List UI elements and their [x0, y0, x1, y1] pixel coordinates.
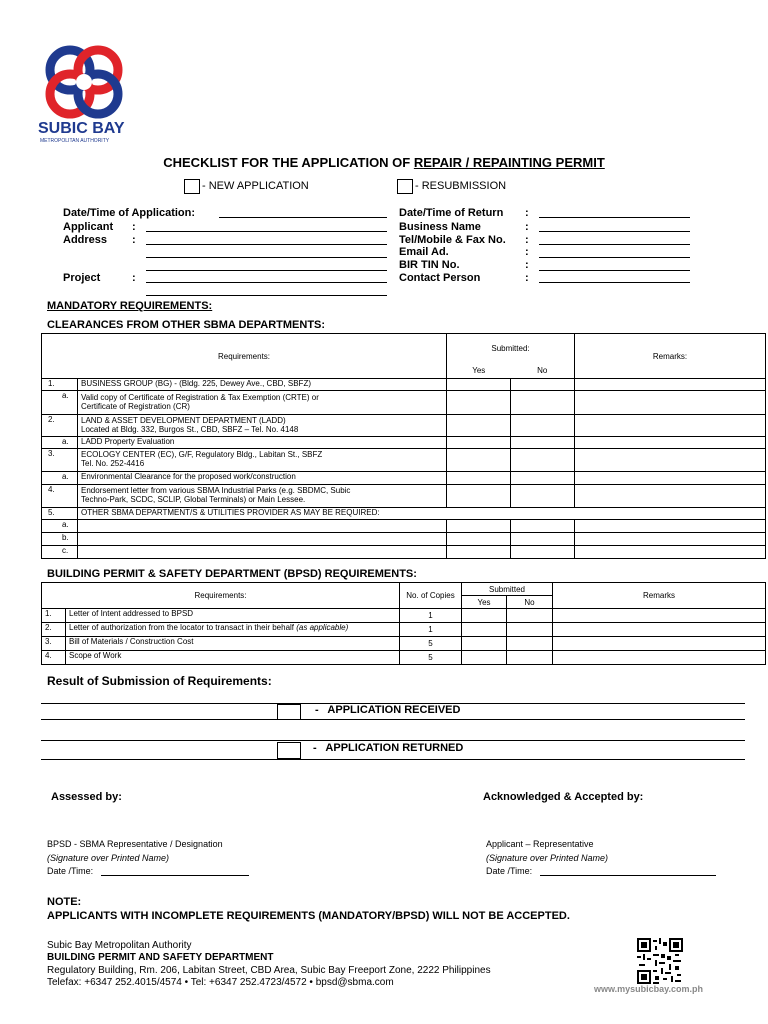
row-text-line: Valid copy of Certificate of Registration & Tax Exemption (CRTE) or: [81, 393, 319, 402]
acknowledged-by-label: Acknowledged & Accepted by:: [483, 791, 644, 803]
footer-dept: BUILDING PERMIT AND SAFETY DEPARTMENT: [47, 952, 274, 963]
project-field-line-2[interactable]: [146, 295, 387, 296]
table-row: [42, 379, 766, 391]
remarks-cell[interactable]: [553, 609, 766, 623]
remarks-cell[interactable]: [575, 520, 766, 533]
yes-cell[interactable]: [447, 546, 511, 559]
no-cell[interactable]: [511, 437, 575, 449]
left-signature-note: (Signature over Printed Name): [47, 853, 170, 863]
business-name-label: Business Name: [399, 221, 481, 233]
address-colon: :: [132, 234, 136, 246]
business-name-field[interactable]: [539, 231, 690, 232]
yes-cell[interactable]: [462, 651, 507, 665]
row-num: 5.: [42, 508, 78, 520]
project-label: Project: [63, 272, 101, 284]
project-field-line-1[interactable]: [146, 282, 387, 283]
remarks-cell[interactable]: [575, 533, 766, 546]
row-text: Environmental Clearance for the proposed work/construction: [78, 472, 447, 485]
table-row: [42, 472, 766, 485]
resubmission-checkbox[interactable]: [397, 179, 413, 194]
table-row: [42, 437, 766, 449]
new-application-label: - NEW APPLICATION: [202, 180, 309, 192]
no-cell[interactable]: [507, 651, 553, 665]
no-cell[interactable]: [507, 609, 553, 623]
table-row: [42, 609, 766, 623]
row-text: OTHER SBMA DEPARTMENT/S & UTILITIES PROVIDER AS MAY BE REQUIRED:: [78, 508, 766, 520]
result-divider-4: [41, 759, 745, 760]
tin-colon: :: [525, 259, 529, 271]
logo-text: SUBIC BAY: [38, 120, 125, 137]
footer-contact: Telefax: +6347 252.4015/4574 • Tel: +6347 252.4723/4572 • bpsd@sbma.com: [47, 977, 394, 988]
left-date-field[interactable]: [101, 875, 249, 876]
address-field-line-1[interactable]: [146, 244, 387, 245]
col-remarks: Remarks:: [575, 334, 766, 379]
yes-cell[interactable]: [447, 485, 511, 508]
no-cell[interactable]: [511, 546, 575, 559]
remarks-cell[interactable]: [575, 415, 766, 437]
copies-cell: 5: [400, 637, 462, 651]
bpsd-col-copies: No. of Copies: [400, 583, 462, 609]
footer-org: Subic Bay Metropolitan Authority: [47, 940, 192, 951]
yes-cell[interactable]: [447, 449, 511, 472]
applicant-colon: :: [132, 221, 136, 233]
col-requirements: Requirements:: [42, 334, 447, 379]
row-text: LADD Property Evaluation: [78, 437, 447, 449]
remarks-cell[interactable]: [575, 546, 766, 559]
yes-cell[interactable]: [447, 379, 511, 391]
copies-cell: 1: [400, 609, 462, 623]
row-text: [78, 485, 447, 508]
application-returned-label: - APPLICATION RETURNED: [313, 742, 464, 754]
email-field[interactable]: [539, 257, 690, 258]
table-row: [42, 533, 766, 546]
clearances-heading: CLEARANCES FROM OTHER SBMA DEPARTMENTS:: [47, 319, 326, 331]
copies-cell: 5: [400, 651, 462, 665]
right-date-label: Date /Time:: [486, 866, 533, 876]
table-row: [42, 449, 766, 472]
bpsd-col-requirements: Requirements:: [42, 583, 400, 609]
table-row: [42, 485, 766, 508]
remarks-cell[interactable]: [575, 391, 766, 415]
result-heading: Result of Submission of Requirements:: [47, 674, 272, 688]
row-num: a.: [42, 391, 78, 415]
row-text: [78, 449, 447, 472]
resubmission-label: - RESUBMISSION: [415, 180, 507, 192]
date-return-colon: :: [525, 207, 529, 219]
left-role: BPSD - SBMA Representative / Designation: [47, 839, 223, 849]
row-num: b.: [42, 533, 78, 546]
application-received-checkbox[interactable]: [277, 704, 301, 720]
date-time-label: Date/Time of Application:: [63, 207, 196, 219]
remarks-cell[interactable]: [575, 485, 766, 508]
date-time-field[interactable]: [219, 217, 387, 218]
row-num: 3.: [42, 449, 78, 472]
contact-person-label: Contact Person: [399, 272, 481, 284]
table-row: [42, 391, 766, 415]
table-row: [42, 520, 766, 533]
assessed-by-label: Assessed by:: [51, 791, 122, 803]
application-received-label: - APPLICATION RECEIVED: [315, 704, 461, 716]
title-prefix: CHECKLIST FOR THE APPLICATION OF: [163, 155, 414, 170]
remarks-cell[interactable]: [575, 472, 766, 485]
right-role: Applicant – Representative: [486, 839, 594, 849]
note-text: APPLICANTS WITH INCOMPLETE REQUIREMENTS (MANDATORY/BPSD) WILL NOT BE ACCEPTED.: [47, 910, 570, 922]
row-text: [78, 415, 447, 437]
row-text-line: Techno-Park, SCDC, SCLIP, Global Terminals) or Main Lessee.: [81, 495, 306, 504]
address-label: Address: [63, 234, 108, 246]
bpsd-col-yes: Yes: [462, 596, 507, 609]
title-permit: REPAIR / REPAINTING PERMIT: [413, 155, 605, 170]
logo-subtext: METROPOLITAN AUTHORITY: [40, 138, 110, 144]
row-num: 4.: [42, 485, 78, 508]
project-colon: :: [132, 272, 136, 284]
remarks-cell[interactable]: [575, 379, 766, 391]
table-row: [42, 623, 766, 637]
tel-label: Tel/Mobile & Fax No.: [399, 234, 506, 246]
mandatory-heading: MANDATORY REQUIREMENTS:: [47, 300, 213, 312]
row-num: 2.: [42, 623, 66, 637]
tin-field[interactable]: [539, 270, 690, 271]
sbma-logo-mark-icon: [40, 42, 130, 122]
row-text-line: Certificate of Registration (CR): [81, 402, 190, 411]
qr-code-icon: [637, 938, 683, 984]
col-yes: Yes: [447, 364, 511, 379]
row-text[interactable]: [78, 520, 447, 533]
row-text: BUSINESS GROUP (BG) - (Bldg. 225, Dewey Ave., CBD, SBFZ): [78, 379, 447, 391]
remarks-cell[interactable]: [553, 623, 766, 637]
business-name-colon: :: [525, 221, 529, 233]
left-date-label: Date /Time:: [47, 866, 94, 876]
no-cell[interactable]: [511, 472, 575, 485]
yes-cell[interactable]: [447, 472, 511, 485]
yes-cell[interactable]: [447, 415, 511, 437]
yes-cell[interactable]: [447, 533, 511, 546]
yes-cell[interactable]: [447, 437, 511, 449]
email-label: Email Ad.: [399, 246, 449, 258]
yes-cell[interactable]: [462, 609, 507, 623]
remarks-cell[interactable]: [575, 449, 766, 472]
row-num: 1.: [42, 379, 78, 391]
row-text-line: ECOLOGY CENTER (EC), G/F, Regulatory Bldg., Labitan St., SBFZ: [81, 450, 323, 459]
tel-colon: :: [525, 234, 529, 246]
remarks-cell[interactable]: [575, 437, 766, 449]
table-row: [42, 637, 766, 651]
row-num: 1.: [42, 609, 66, 623]
row-num: a.: [42, 520, 78, 533]
bpsd-col-remarks: Remarks: [553, 583, 766, 609]
date-return-label: Date/Time of Return: [399, 207, 504, 219]
sbma-logo: [38, 42, 138, 147]
row-num: 3.: [42, 637, 66, 651]
note-label: NOTE:: [47, 896, 82, 908]
row-num: a.: [42, 437, 78, 449]
address-field-line-3[interactable]: [146, 270, 387, 271]
row-text-line: Located at Bldg. 332, Burgos St., CBD, SBFZ – Tel. No. 4148: [81, 425, 299, 434]
no-cell[interactable]: [511, 485, 575, 508]
footer-website: www.mysubicbay.com.ph: [594, 984, 704, 994]
right-signature-note: (Signature over Printed Name): [486, 853, 609, 863]
application-returned-checkbox[interactable]: [277, 742, 301, 759]
col-submitted: Submitted:: [447, 334, 575, 364]
row-text-main: Letter of authorization from the locator to transact in their behalf: [69, 623, 297, 632]
yes-cell[interactable]: [447, 520, 511, 533]
row-text: [66, 623, 400, 637]
row-num: 2.: [42, 415, 78, 437]
row-text: [78, 391, 447, 415]
row-num: c.: [42, 546, 78, 559]
right-date-field[interactable]: [540, 875, 716, 876]
applicant-label: Applicant: [63, 221, 114, 233]
remarks-cell[interactable]: [553, 637, 766, 651]
applicant-field[interactable]: [146, 231, 387, 232]
tel-field[interactable]: [539, 244, 690, 245]
row-text: Scope of Work: [66, 651, 400, 665]
table-row: [42, 415, 766, 437]
row-text-italic: (as applicable): [296, 623, 349, 632]
clearances-table: [41, 333, 766, 559]
yes-cell[interactable]: [462, 637, 507, 651]
no-cell[interactable]: [511, 415, 575, 437]
new-application-checkbox[interactable]: [184, 179, 200, 194]
table-row: [42, 508, 766, 520]
page-title: [0, 155, 768, 170]
copies-cell: 1: [400, 623, 462, 637]
no-cell[interactable]: [507, 623, 553, 637]
bpsd-table: [41, 582, 766, 665]
row-text: Letter of Intent addressed to BPSD: [66, 609, 400, 623]
no-cell[interactable]: [511, 533, 575, 546]
no-cell[interactable]: [507, 637, 553, 651]
bpsd-col-submitted: Submitted: [462, 583, 553, 596]
row-num: 4.: [42, 651, 66, 665]
bpsd-col-no: No: [507, 596, 553, 609]
yes-cell[interactable]: [447, 391, 511, 415]
row-text-line: Tel. No. 252-4416: [81, 459, 145, 468]
no-cell[interactable]: [511, 379, 575, 391]
remarks-cell[interactable]: [553, 651, 766, 665]
row-text-line: Endorsement letter from various SBMA Industrial Parks (e.g. SBDMC, Subic: [81, 486, 351, 495]
email-colon: :: [525, 246, 529, 258]
contact-person-field[interactable]: [539, 282, 690, 283]
address-field-line-2[interactable]: [146, 257, 387, 258]
bpsd-heading: BUILDING PERMIT & SAFETY DEPARTMENT (BPSD) REQUIREMENTS:: [47, 568, 417, 580]
col-no: No: [511, 364, 575, 379]
contact-person-colon: :: [525, 272, 529, 284]
table-row: [42, 651, 766, 665]
row-num: a.: [42, 472, 78, 485]
footer-address: Regulatory Building, Rm. 206, Labitan Street, CBD Area, Subic Bay Freeport Zone, 2222 Philippines: [47, 965, 491, 976]
no-cell[interactable]: [511, 391, 575, 415]
no-cell[interactable]: [511, 449, 575, 472]
result-divider-2: [41, 719, 745, 720]
table-row: [42, 546, 766, 559]
row-text: Bill of Materials / Construction Cost: [66, 637, 400, 651]
result-divider-3: [41, 740, 745, 741]
yes-cell[interactable]: [462, 623, 507, 637]
no-cell[interactable]: [511, 520, 575, 533]
row-text-line: LAND & ASSET DEVELOPMENT DEPARTMENT (LADD): [81, 416, 286, 425]
tin-label: BIR TIN No.: [399, 259, 460, 271]
date-return-field[interactable]: [539, 217, 690, 218]
row-text[interactable]: [78, 533, 447, 546]
row-text[interactable]: [78, 546, 447, 559]
